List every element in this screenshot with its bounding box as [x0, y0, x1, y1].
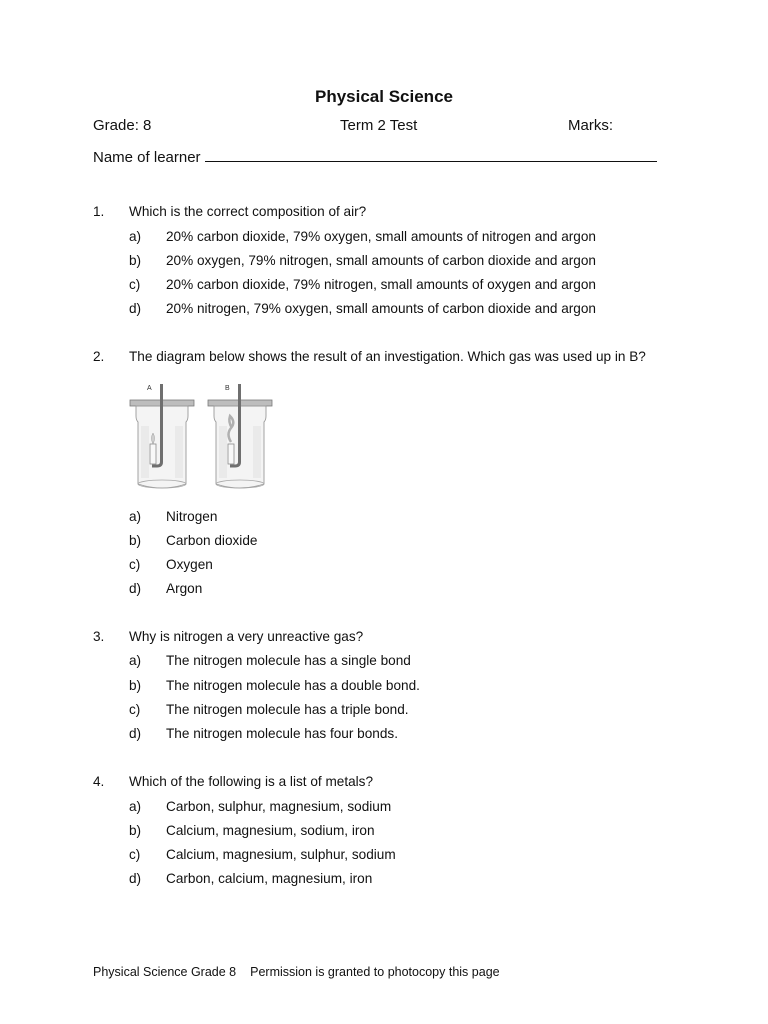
- q1-option-d-text: 20% nitrogen, 79% oxygen, small amounts of carbon dioxide and argon: [166, 301, 596, 316]
- grade-label: Grade: 8: [93, 117, 152, 134]
- gas-jar-b: [208, 384, 272, 488]
- q2-option-b-letter: b): [129, 533, 142, 548]
- q3-option-a-letter: a): [129, 653, 142, 668]
- q3-option-d-letter: d): [129, 726, 142, 741]
- question-2-number: 2.: [93, 349, 105, 364]
- q2-option-a-text: Nitrogen: [166, 509, 218, 524]
- learner-name-line: [205, 147, 657, 162]
- gas-jar-a: [130, 384, 194, 488]
- q1-option-b-letter: b): [129, 253, 142, 268]
- q1-option-c-text: 20% carbon dioxide, 79% nitrogen, small amounts of oxygen and argon: [166, 277, 596, 292]
- question-4-number: 4.: [93, 774, 105, 789]
- footer-permission: Permission is granted to photocopy this page: [250, 965, 500, 979]
- gas-jars-diagram: [124, 378, 274, 496]
- learner-name-row: [93, 147, 657, 166]
- q1-option-d-letter: d): [129, 301, 142, 316]
- q2-option-d-letter: d): [129, 581, 142, 596]
- learner-name-label: Name of learner: [93, 149, 201, 166]
- q3-option-b-letter: b): [129, 678, 142, 693]
- q4-option-a-text: Carbon, sulphur, magnesium, sodium: [166, 799, 392, 814]
- q4-option-c-text: Calcium, magnesium, sulphur, sodium: [166, 847, 396, 862]
- q2-option-a-letter: a): [129, 509, 142, 524]
- question-3-text: Why is nitrogen a very unreactive gas?: [129, 629, 364, 644]
- q4-option-d-text: Carbon, calcium, magnesium, iron: [166, 871, 373, 886]
- q3-option-c-letter: c): [129, 702, 141, 717]
- test-label: Term 2 Test: [340, 117, 418, 134]
- q4-option-b-text: Calcium, magnesium, sodium, iron: [166, 823, 375, 838]
- q1-option-b-text: 20% oxygen, 79% nitrogen, small amounts of carbon dioxide and argon: [166, 253, 596, 268]
- q3-option-a-text: The nitrogen molecule has a single bond: [166, 653, 411, 668]
- question-1-text: Which is the correct composition of air?: [129, 204, 367, 219]
- question-3-number: 3.: [93, 629, 105, 644]
- q3-option-c-text: The nitrogen molecule has a triple bond.: [166, 702, 409, 717]
- q4-option-c-letter: c): [129, 847, 141, 862]
- q4-option-d-letter: d): [129, 871, 142, 886]
- question-2-text: The diagram below shows the result of an investigation. Which gas was used up in B?: [129, 349, 646, 364]
- page-footer: [93, 965, 500, 979]
- page-title: Physical Science: [315, 87, 453, 106]
- marks-label: Marks:: [568, 117, 613, 134]
- q4-option-b-letter: b): [129, 823, 142, 838]
- jar-a-label: A: [147, 385, 152, 392]
- q2-option-c-text: Oxygen: [166, 557, 213, 572]
- q4-option-a-letter: a): [129, 799, 142, 814]
- footer-course: Physical Science Grade 8: [93, 965, 237, 979]
- q3-option-b-text: The nitrogen molecule has a double bond.: [166, 678, 420, 693]
- q2-option-d-text: Argon: [166, 581, 203, 596]
- q1-option-c-letter: c): [129, 277, 141, 292]
- q1-option-a-letter: a): [129, 229, 142, 244]
- q2-option-b-text: Carbon dioxide: [166, 533, 258, 548]
- jar-b-label: B: [225, 385, 230, 392]
- question-4-text: Which of the following is a list of metals?: [129, 774, 374, 789]
- q3-option-d-text: The nitrogen molecule has four bonds.: [166, 726, 398, 741]
- q2-option-c-letter: c): [129, 557, 141, 572]
- question-1-number: 1.: [93, 204, 105, 219]
- q1-option-a-text: 20% carbon dioxide, 79% oxygen, small amounts of nitrogen and argon: [166, 229, 596, 244]
